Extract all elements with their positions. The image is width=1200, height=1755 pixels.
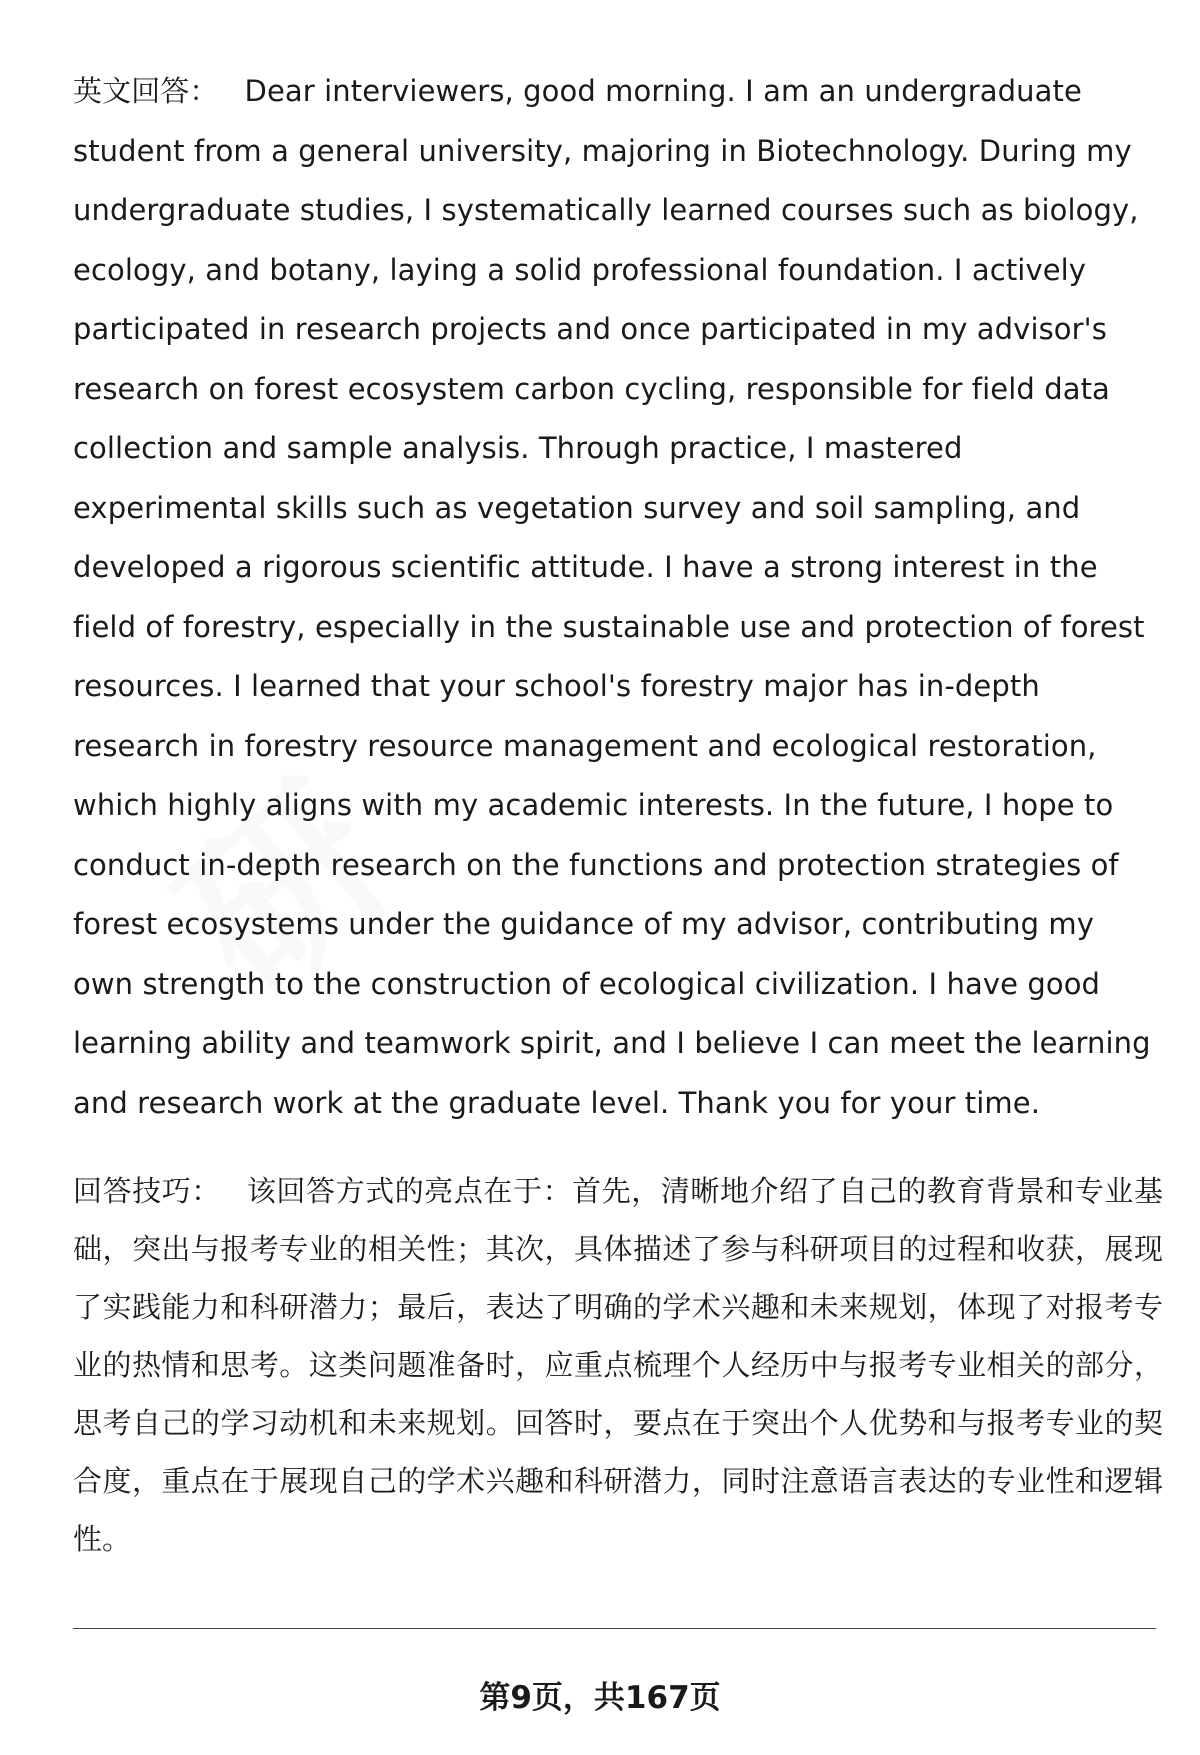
answer-tips-text: 该回答方式的亮点在于：首先，清晰地介绍了自己的教育背景和专业基础，突出与报考专业的相关性；其次，具体描述了参与科研项目的过程和收获，展现了实践能力和科研潜力；最后，表达了明确的学术兴趣和未来规划，体现了对报考专业的热情和思考。这类问题准备时，应重点梳理个人经历中与报考专业相关的部分，思考自己的学习动机和未来规划。回答时，要点在于突出个人优势和与报考专业的契合度，重点在于展现自己的学术兴趣和科研潜力，同时注意语言表达的专业性和逻辑性。 (73, 1174, 1163, 1556)
english-answer-text: Dear interviewers, good morning. I am an undergraduate student from a general university, majoring in Biotechnology. During my undergraduate studies, I systematically learned courses such as biology, ecology, and botany, laying a solid professional foundation. I actively participated in research projects and once participated in my advisor's research on forest ecosystem carbon cycling, responsible for field data collection and sample analysis. Through practice, I mastered experimental skills such as vegetation survey and soil sampling, and developed a rigorous scientific attitude. I have a strong interest in the field of forestry, especially in the sustainable use and protection of forest resources. I learned that your school's forestry major has in-depth research in forestry resource management and ecological restoration, which highly aligns with my academic interests. In the future, I hope to conduct in-depth research on the functions and protection strategies of forest ecosystems under the guidance of my advisor, contributing my own strength to the construction of ecological civilization. I have good learning ability and teamwork spirit, and I believe I can meet the learning and research work at the graduate level. Thank you for your time. (73, 74, 1151, 1120)
watermark: 研 (142, 739, 438, 1038)
page-number-footer: 第9页，共167页 (479, 1680, 721, 1716)
answer-tips-label: 回答技巧： (73, 1174, 221, 1208)
footer-divider (73, 1628, 1156, 1629)
answer-tips-paragraph (73, 1162, 1163, 1568)
english-answer-paragraph (73, 62, 1163, 1133)
english-answer-label: 英文回答： (73, 74, 219, 108)
